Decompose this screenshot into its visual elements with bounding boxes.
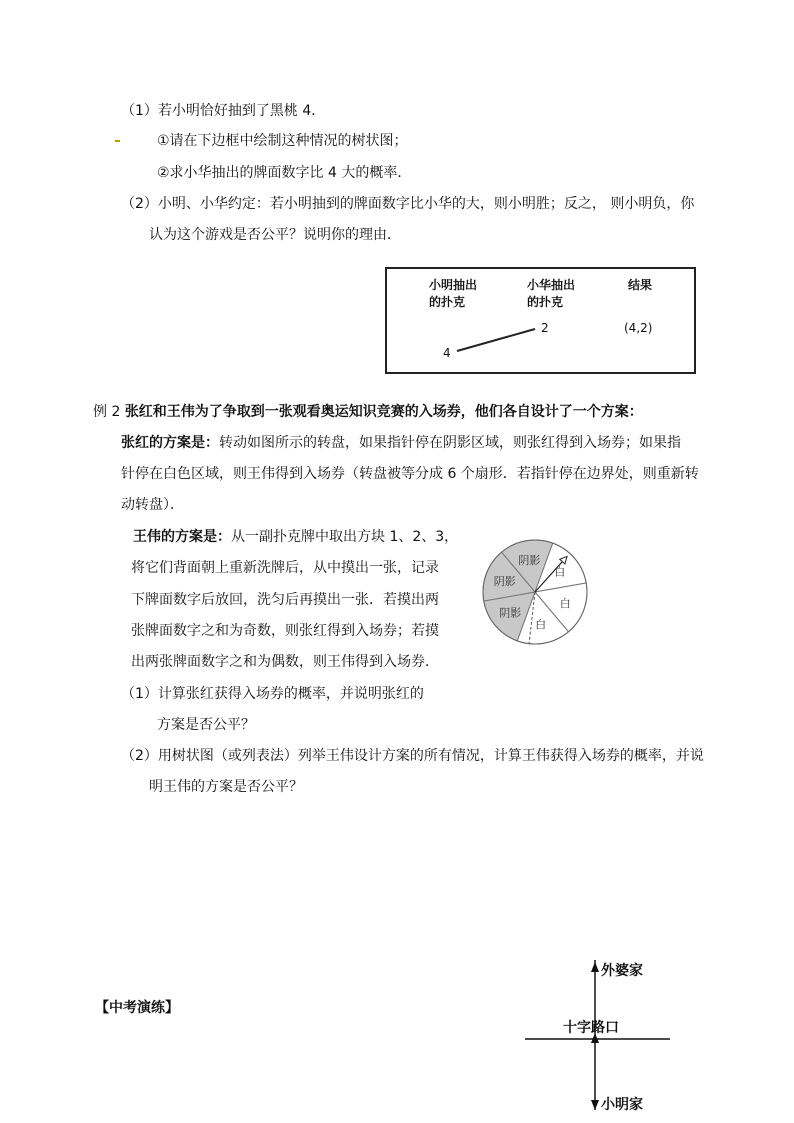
ww-line2: 将它们背面朝上重新洗牌后，从中摸出一张，记录	[131, 560, 439, 576]
spinner-label: 白	[559, 597, 571, 611]
zh-line3: 动转盘）．	[121, 497, 184, 513]
ww-label: 王伟的方案是：	[133, 529, 231, 545]
ww-line3: 下牌面数字后放回，洗匀后再摸出一张．若摸出两	[131, 592, 439, 608]
q2-line1: （2）小明、小华约定：若小明抽到的牌面数字比小华的大，则小明胜；反之， 则小明负，你	[121, 196, 695, 212]
zh-line2: 针停在白色区域，则王伟得到入场券（转盘被等分成 6 个扇形．若指针停在边界处，则重新转	[121, 466, 699, 482]
spinner-label: 阴影	[518, 554, 541, 568]
road-middle-label: 十字路口	[563, 1020, 619, 1036]
spinner-label: 白	[535, 617, 547, 631]
tree-diagram-box	[385, 267, 696, 374]
col3-header: 结果	[628, 278, 653, 292]
ww-line1	[133, 527, 458, 547]
q2-line2: 认为这个游戏是否公平？说明你的理由．	[149, 227, 401, 243]
spinner-label: 阴影	[493, 574, 516, 588]
tree-result: (4,2)	[624, 321, 653, 335]
ex2-q1-line1: （1）计算张红获得入场券的概率，并说明张红的	[121, 686, 424, 702]
ww-line5: 出两张牌面数字之和为偶数，则王伟得到入场券．	[131, 654, 439, 670]
ww-text1: 从一副扑克牌中取出方块 1、2、3，	[231, 529, 459, 545]
q1-text: （1）若小明恰好抽到了黑桃 4．	[121, 103, 326, 119]
margin-mark	[115, 140, 120, 142]
zh-label: 张红的方案是：	[121, 435, 219, 451]
col1-header-line1: 小明抽出	[429, 278, 478, 292]
spinner-label: 白	[554, 565, 566, 579]
col2-header-line2: 的扑克	[527, 295, 564, 309]
road-top-label: 外婆家	[601, 963, 643, 979]
tree-end-node: 2	[541, 321, 549, 335]
ex2-q1-line2: 方案是否公平？	[157, 717, 255, 733]
practice-title: 【中考演练】	[95, 1000, 179, 1016]
road-bottom-label: 小明家	[601, 1097, 643, 1113]
example2-intro	[93, 402, 643, 422]
spinner-label: 阴影	[499, 606, 522, 620]
q1a-text: ①请在下边框中绘制这种情况的树状图；	[157, 133, 408, 149]
q1b-text: ②求小华抽出的牌面数字比 4 大的概率．	[157, 165, 412, 181]
example2-intro-bold: 张红和王伟为了争取到一张观看奥运知识竞赛的入场券，他们各自设计了一个方案：	[124, 404, 643, 420]
ww-line4: 张牌面数字之和为奇数，则张红得到入场券；若摸	[131, 623, 439, 639]
tree-start-node: 4	[443, 346, 451, 360]
col1-header-line2: 的扑克	[429, 295, 466, 309]
col2-header-line1: 小华抽出	[527, 278, 576, 292]
zh-text1: 转动如图所示的转盘，如果指针停在阴影区域，则张红得到入场券；如果指	[219, 435, 681, 451]
ex2-q2-line2: 明王伟的方案是否公平？	[149, 779, 303, 795]
zh-line1	[121, 433, 681, 453]
ex2-q2-line1: （2）用树状图（或列表法）列举王伟设计方案的所有情况，计算王伟获得入场券的概率，并说	[121, 748, 704, 764]
road-map	[520, 960, 680, 1120]
example2-prefix: 例 2	[93, 404, 125, 420]
spinner-diagram	[470, 527, 600, 657]
